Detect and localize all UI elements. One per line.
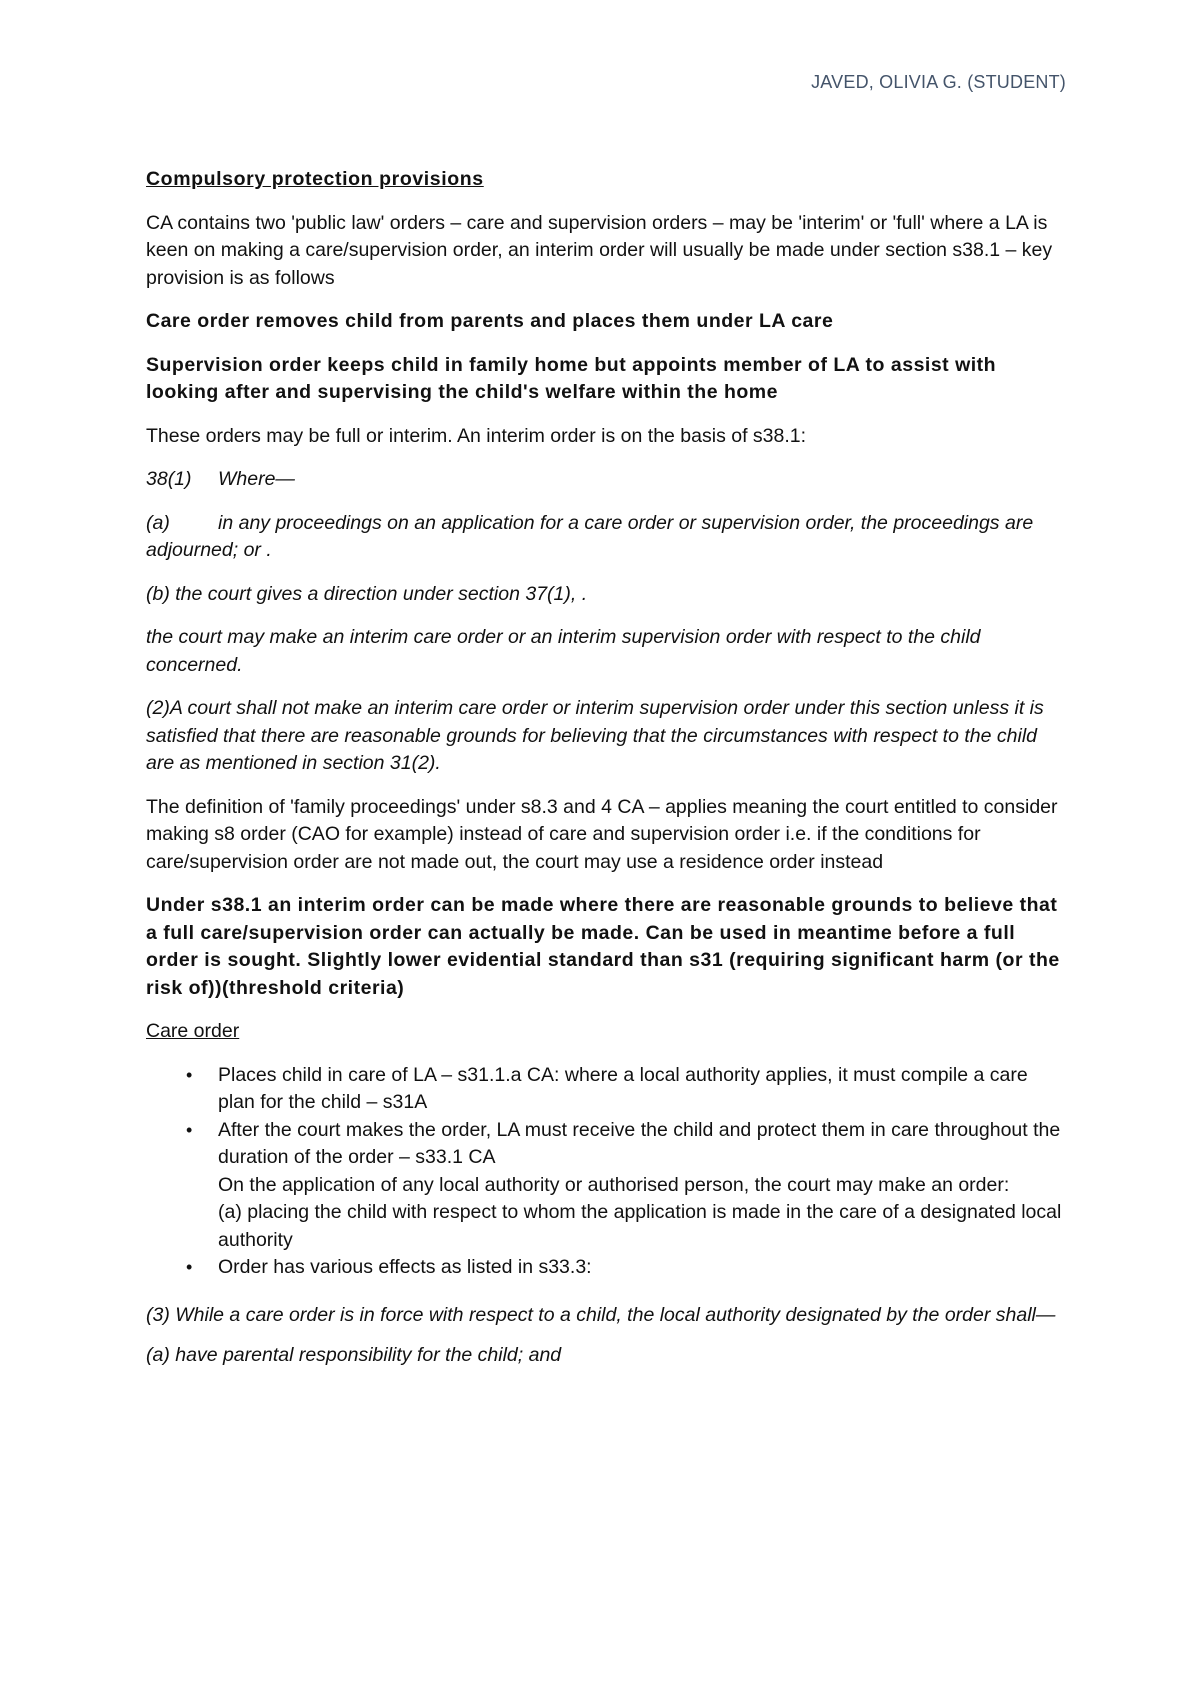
header-author-name: JAVED, OLIVIA G. (STUDENT) <box>811 72 1066 92</box>
list-item <box>146 1117 1066 1255</box>
intro-paragraph: CA contains two 'public law' orders – care and supervision orders – may be 'interim' or 'full' where a LA is keen on making a care/supervision order, an interim order will usually be made under section s38.1 – key provision is as follows <box>146 211 1053 289</box>
heading-text: Compulsory protection provisions <box>146 168 484 190</box>
list-item-text: Places child in care of LA – s31.1.a CA: where a local authority applies, it must compile a care plan for the child – s31A <box>218 1063 1028 1113</box>
bullet-icon: • <box>186 1064 193 1085</box>
s38-court-line: the court may make an interim care order or an interim supervision order with respect to the child concerned. <box>146 626 981 676</box>
s38-a-text: in any proceedings on an application for a care order or supervision order, the proceedings are adjourned; or . <box>146 511 1034 561</box>
s38-a-line <box>146 510 1066 565</box>
s33-3-paragraph: (3) While a care order is in force with respect to a child, the local authority designated by the order shall— <box>146 1303 1056 1326</box>
supervision-order-summary: Supervision order keeps child in family home but appoints member of LA to assist with looking after and supervising the child's welfare within the home <box>146 353 997 403</box>
s38-a-label: (a) <box>146 511 170 534</box>
care-order-heading: Care order <box>146 1020 240 1042</box>
orders-note: These orders may be full or interim. An interim order is on the basis of s38.1: <box>146 424 807 447</box>
family-proceedings-paragraph: The definition of 'family proceedings' under s8.3 and 4 CA – applies meaning the court entitled to consider making s8 order (CAO for example) instead of care and supervision order i.e. if the conditions for care/supervision order are not made out, the court may use a residence order instead <box>146 795 1058 873</box>
s38-b-line: (b) the court gives a direction under section 37(1), . <box>146 582 588 605</box>
list-item-text: Order has various effects as listed in s33.3: <box>218 1256 592 1278</box>
list-item-subtext: On the application of any local authority or authorised person, the court may make an order: <box>218 1173 1010 1196</box>
bullet-icon: • <box>186 1119 193 1140</box>
list-item <box>146 1254 1066 1282</box>
section-heading <box>146 166 1066 194</box>
care-order-bullet-list <box>146 1062 1066 1282</box>
s38-1-line <box>146 466 1066 494</box>
care-order-summary: Care order removes child from parents and places them under LA care <box>146 310 834 332</box>
list-item <box>146 1062 1066 1117</box>
s38-2-paragraph: (2)A court shall not make an interim care order or interim supervision order under this section unless it is satisfied that there are reasonable grounds for believing that the circumstances with respect to the child are as mentioned in section 31(2). <box>146 697 1044 774</box>
bullet-icon: • <box>186 1257 193 1277</box>
s33-3-a-line: (a) have parental responsibility for the child; and <box>146 1343 562 1366</box>
list-item-text: After the court makes the order, LA must receive the child and protect them in care throughout the duration of the order – s33.1 CA <box>218 1118 1061 1168</box>
care-order-heading-line <box>146 1018 1066 1046</box>
s38-1-label: 38(1) <box>146 468 192 490</box>
s38-1-text: Where— <box>218 468 295 490</box>
list-item-subtext: (a) placing the child with respect to whom the application is made in the care of a designated local authority <box>218 1201 1062 1251</box>
interim-order-summary: Under s38.1 an interim order can be made where there are reasonable grounds to believe that a full care/supervision order can actually be made. Can be used in meantime before a full order is sought. Slightly lower evidential standard than s31 (requiring significant harm (or the risk of))(threshold criteria) <box>146 894 1060 999</box>
document-body <box>146 166 1066 1385</box>
